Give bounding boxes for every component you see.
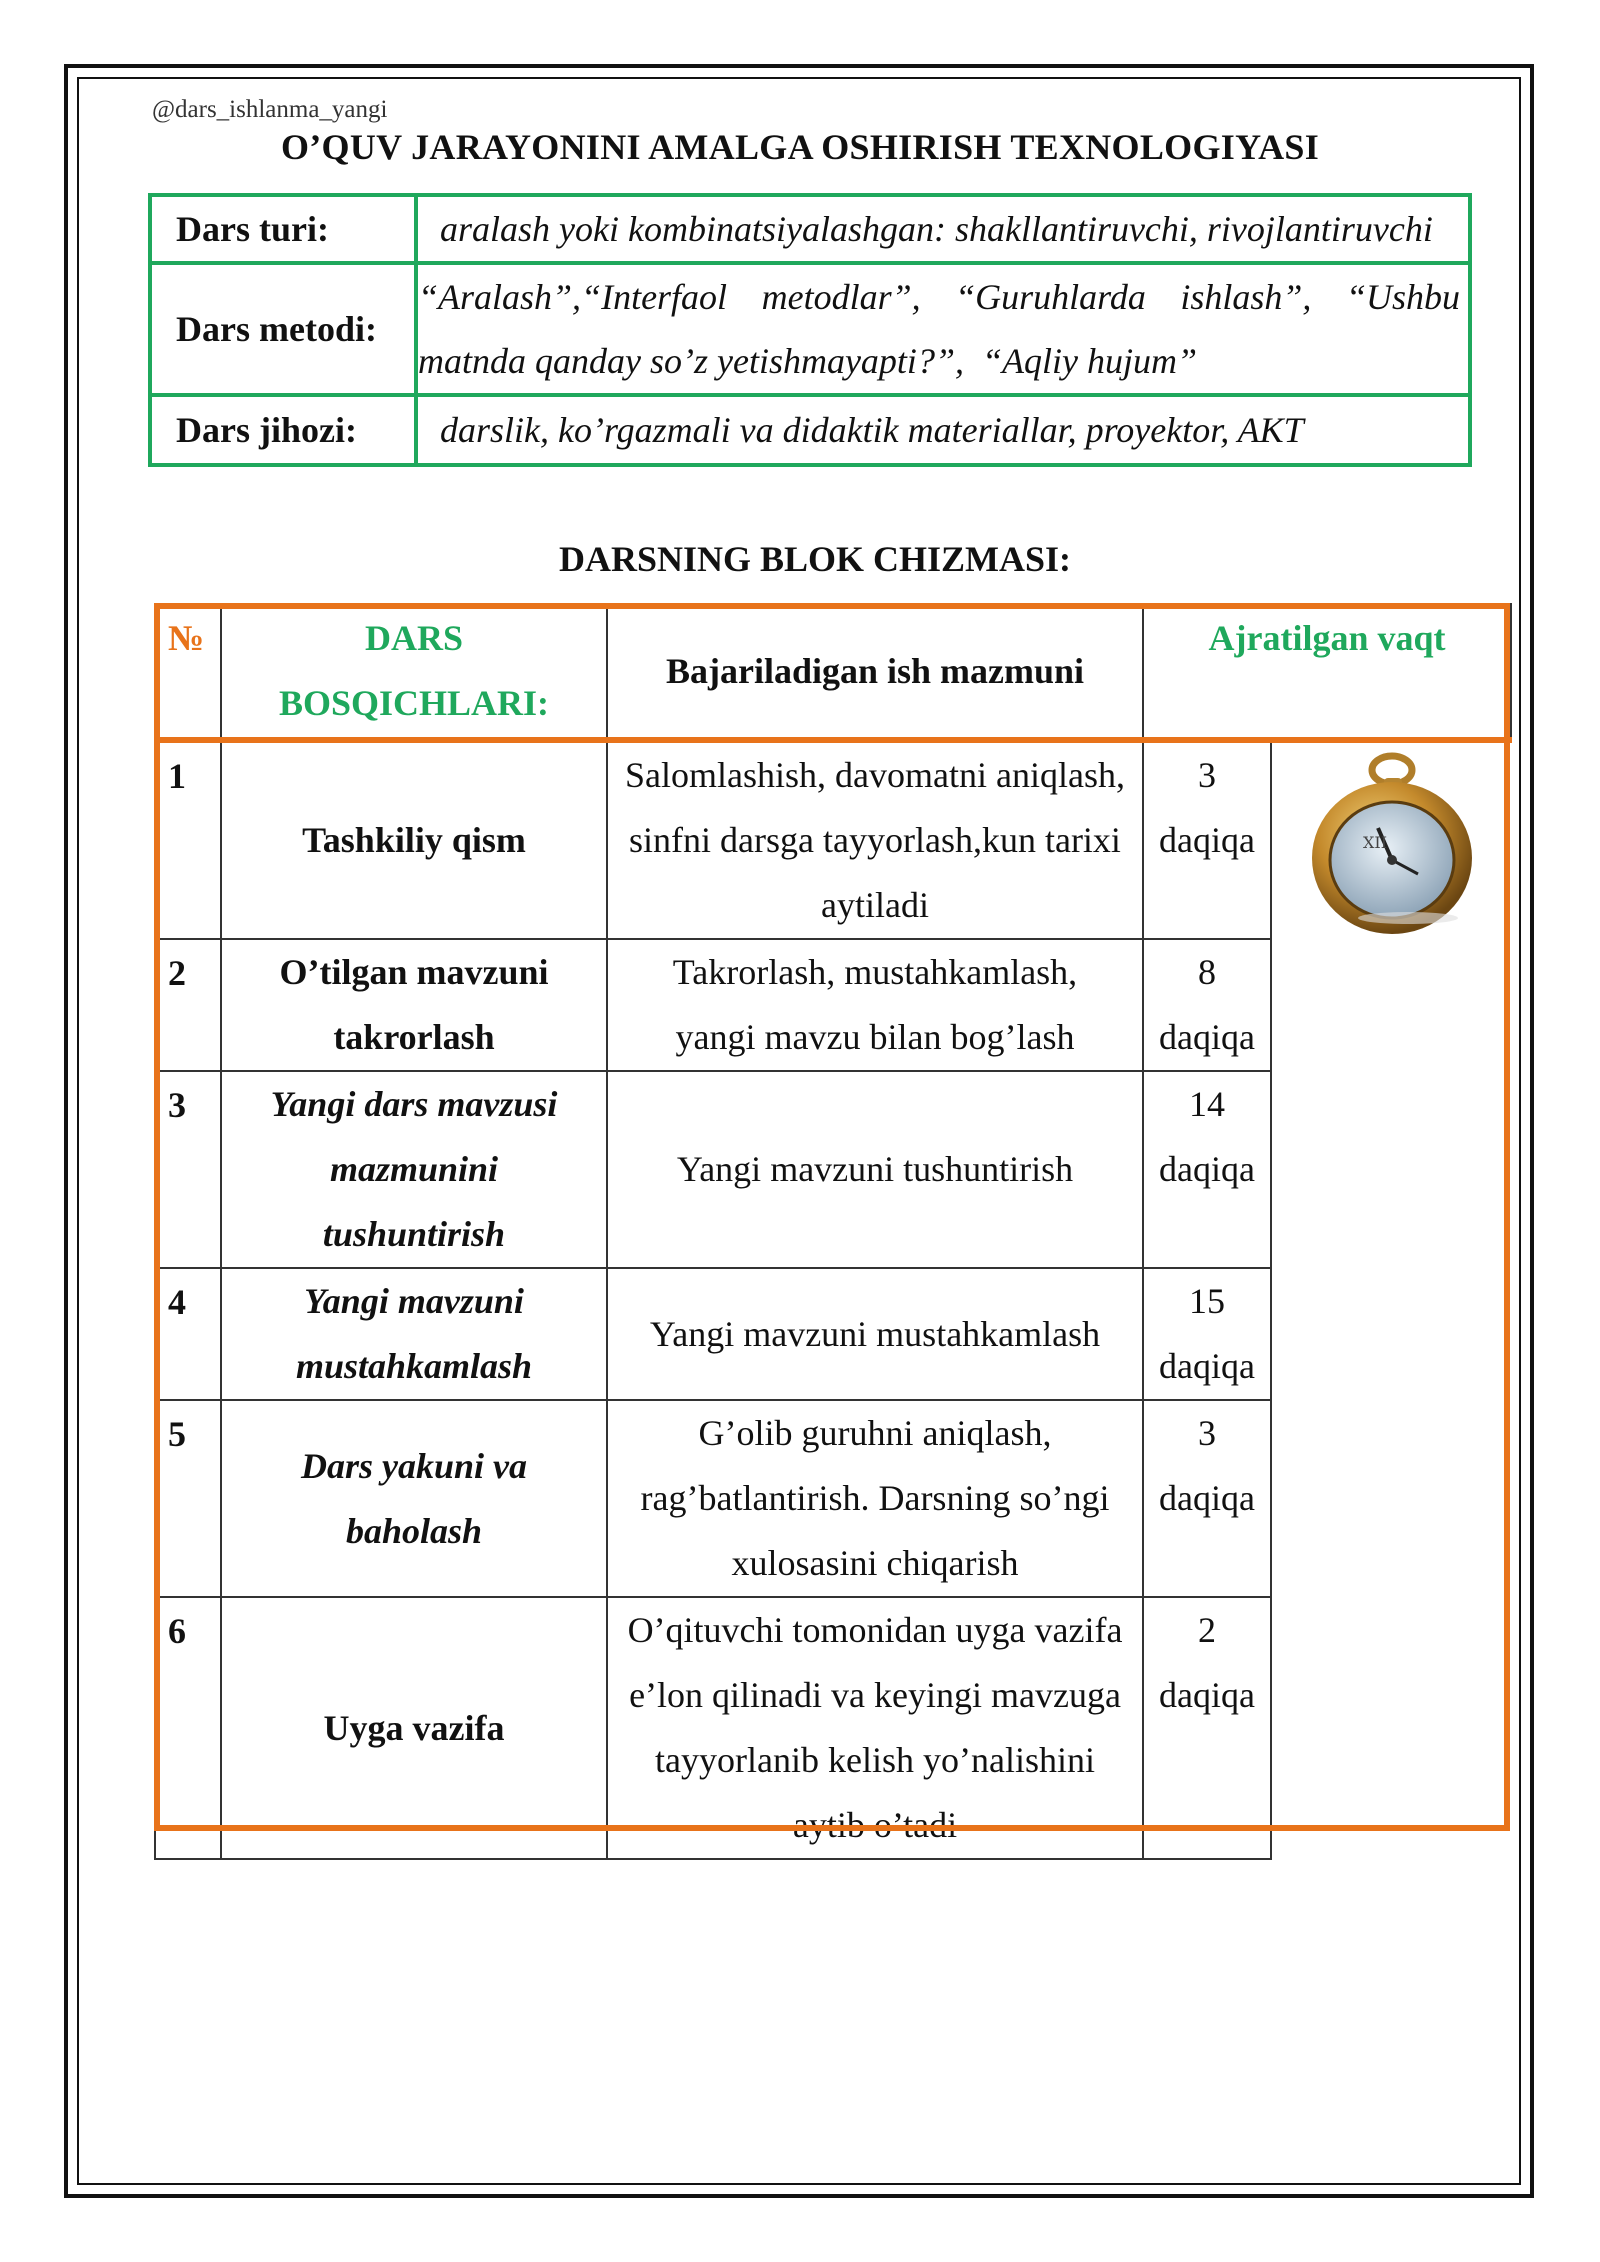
content-line: Yangi mavzuni tushuntirish (676, 1149, 1074, 1189)
method-line-1 (418, 265, 1460, 329)
time-value: 3 (1198, 1413, 1216, 1453)
row-content (607, 1597, 1143, 1859)
content-line: rag’batlantirish. Darsning so’ngi (640, 1478, 1110, 1518)
stage-line: tushuntirish (322, 1214, 506, 1254)
info-row-equipment (150, 395, 1470, 465)
row-content (607, 1268, 1143, 1400)
time-value: 15 (1189, 1281, 1225, 1321)
info-label-equipment: Dars jihozi: (150, 395, 416, 465)
header-time: Ajratilgan vaqt (1143, 604, 1511, 740)
table-row (155, 740, 1511, 939)
row-content (607, 1400, 1143, 1597)
clock-column (1271, 740, 1511, 1859)
content-line: O’qituvchi tomonidan uyga vazifa (627, 1610, 1123, 1650)
method-word: “Guruhlarda (955, 277, 1146, 317)
row-time (1143, 1268, 1271, 1400)
time-unit: daqiqa (1159, 1346, 1255, 1386)
stage-line: mazmunini (329, 1149, 499, 1189)
time-value: 3 (1198, 755, 1216, 795)
time-unit: daqiqa (1159, 820, 1255, 860)
content-line: Takrorlash, mustahkamlash, (672, 952, 1078, 992)
row-content (607, 939, 1143, 1071)
info-row-method (150, 263, 1470, 395)
stage-line: Dars yakuni va (300, 1445, 528, 1486)
block-table-header (155, 604, 1511, 740)
time-unit: daqiqa (1159, 1149, 1255, 1189)
time-value: 14 (1189, 1084, 1225, 1124)
content-line: Salomlashish, davomatni aniqlash, (625, 755, 1125, 795)
stage-line: Uyga vazifa (323, 1707, 505, 1748)
row-time (1143, 1400, 1271, 1597)
header-stage-line: DARS (364, 618, 463, 658)
method-line-2: matnda qanday so’z yetishmayapti?”, “Aqliy hujum” (418, 341, 1197, 381)
content-line: sinfni darsga tayyorlash,kun tarixi (629, 820, 1121, 860)
method-word: metodlar”, (761, 277, 921, 317)
content-line: aytib o’tadi (792, 1805, 958, 1845)
row-num: 3 (155, 1071, 221, 1268)
stage-line: mustahkamlash (295, 1346, 533, 1386)
content-line: e’lon qilinadi va keyingi mavzuga (629, 1675, 1121, 1715)
header-stage-line: BOSQICHLARI: (278, 683, 550, 723)
time-value: 8 (1198, 952, 1216, 992)
header-stage (221, 604, 607, 740)
info-value-type: aralash yoki kombinatsiyalashgan: shakllantiruvchi, rivojlantiruvchi (416, 195, 1470, 263)
row-stage (221, 1400, 607, 1597)
row-time (1143, 1071, 1271, 1268)
stage-line: baholash (345, 1510, 483, 1551)
info-value-method (416, 263, 1470, 395)
header-content: Bajariladigan ish mazmuni (607, 604, 1143, 740)
method-word: ishlash”, (1180, 277, 1312, 317)
stage-line: Yangi mavzuni (304, 1281, 524, 1321)
content-line: tayyorlanib kelish yo’nalishini (655, 1740, 1095, 1780)
info-label-type: Dars turi: (150, 195, 416, 263)
row-num: 2 (155, 939, 221, 1071)
row-num: 6 (155, 1597, 221, 1859)
content-line: aytiladi (821, 885, 929, 925)
row-num: 1 (155, 740, 221, 939)
header-num: № (155, 604, 221, 740)
row-time (1143, 740, 1271, 939)
row-num: 4 (155, 1268, 221, 1400)
lesson-block-table (154, 603, 1512, 1860)
info-row-type (150, 195, 1470, 263)
row-num: 5 (155, 1400, 221, 1597)
time-value: 2 (1198, 1610, 1216, 1650)
row-content (607, 740, 1143, 939)
channel-handle: @dars_ishlanma_yangi (152, 96, 388, 123)
content-line: yangi mavzu bilan bog’lash (675, 1017, 1075, 1057)
svg-text:XII: XII (1362, 833, 1387, 852)
block-diagram-title: DARSNING BLOK CHIZMASI: (558, 539, 1072, 579)
row-stage (221, 1597, 607, 1859)
time-unit: daqiqa (1159, 1675, 1255, 1715)
pocket-watch-icon (1308, 748, 1476, 938)
row-time (1143, 939, 1271, 1071)
method-word: “Aralash”,“Interfaol (418, 277, 728, 317)
row-stage (221, 1071, 607, 1268)
row-stage (221, 939, 607, 1071)
time-unit: daqiqa (1159, 1478, 1255, 1518)
info-label-method: Dars metodi: (150, 263, 416, 395)
method-word: “Ushbu (1345, 277, 1460, 317)
stage-line: Yangi dars mavzusi (270, 1084, 558, 1124)
stage-line: Tashkiliy qism (302, 820, 526, 860)
content-line: G’olib guruhni aniqlash, (698, 1413, 1052, 1453)
row-content (607, 1071, 1143, 1268)
lesson-info-table (148, 193, 1472, 467)
row-time (1143, 1597, 1271, 1859)
content-line: Yangi mavzuni mustahkamlash (649, 1313, 1101, 1354)
content-line: xulosasini chiqarish (731, 1543, 1019, 1583)
page-title: O’QUV JARAYONINI AMALGA OSHIRISH TEXNOLOGIYASI (280, 127, 1320, 167)
time-unit: daqiqa (1159, 1017, 1255, 1057)
stage-line: O’tilgan mavzuni (279, 952, 549, 992)
stage-line: takrorlash (333, 1017, 495, 1057)
row-stage (221, 740, 607, 939)
info-value-equipment: darslik, ko’rgazmali va didaktik materiallar, proyektor, AKT (416, 395, 1470, 465)
row-stage (221, 1268, 607, 1400)
